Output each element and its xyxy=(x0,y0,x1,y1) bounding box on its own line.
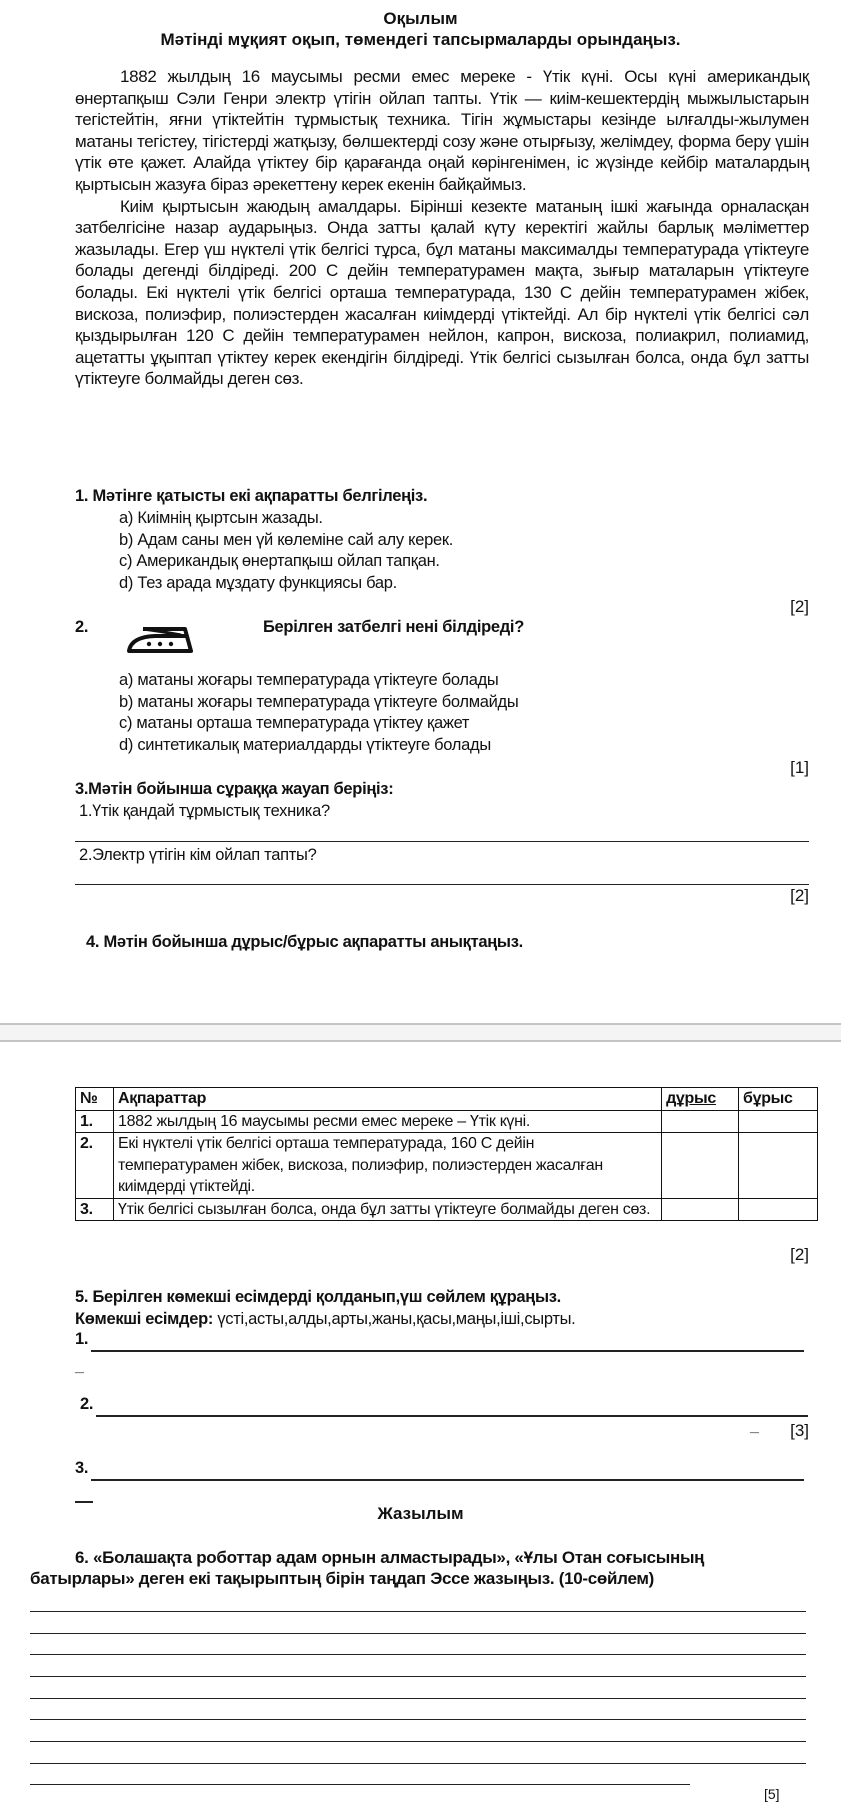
section-title-reading: Оқылым xyxy=(383,9,458,28)
q3-answer-line-1[interactable] xyxy=(75,841,809,842)
reading-paragraph-1: 1882 жылдың 16 маусымы ресми емес мереке - Үтік күні. Осы күні американдық өнертапқыш Сэли Генри электр үтігін ойлап тапты. Үтік — киім-кешектердің мыжылыстарын тегістейтін, яғни үтіктейтін тұрмыстық техника. Тігін жұмыстары кезінде ылғалды-жылумен матаны тегістеу, тігістерді жатқызу, бөлшектерді созу және отырғызу, желімдеу, форма беру үшін үтік өте қажет. Алайда үтіктеу бір қарағанда оңай көрінгенімен, іс жүзінде кейбір маталардың қыртысын жазуға біраз әрекеттену керек екенін байқаймыз. xyxy=(75,67,809,194)
row-true-cell[interactable] xyxy=(662,1198,739,1221)
q1-options xyxy=(119,508,453,594)
q5-helper-list: үсті,асты,алды,арты,жаны,қасы,маңы,іші,сырты. xyxy=(213,1310,576,1328)
row-number: 1. xyxy=(76,1110,114,1133)
q2-option-c[interactable]: c) матаны орташа температурада үтіктеу қажет xyxy=(119,714,470,732)
q5-item-3-label: 3. xyxy=(75,1459,89,1477)
row-true-cell[interactable] xyxy=(662,1133,739,1199)
row-number: 3. xyxy=(76,1198,114,1221)
q1-option-d[interactable]: d) Тез арада мұздату функциясы бар. xyxy=(119,573,397,592)
q4-title: 4. Мәтін бойынша дұрыс/бұрыс ақпаратты анықтаңыз. xyxy=(86,933,523,951)
table-header-row xyxy=(76,1088,818,1111)
row-statement: Үтік белгісі сызылған болса, онда бұл затты үтіктеуге болмайды деген сөз. xyxy=(113,1198,661,1221)
q3-marks: [2] xyxy=(790,886,809,905)
q2-marks: [1] xyxy=(790,758,809,777)
q5-answer-line-2[interactable] xyxy=(96,1415,808,1417)
q2-option-a[interactable]: a) матаны жоғары температурада үтіктеуге болады xyxy=(119,671,499,689)
q1-marks: [2] xyxy=(790,597,809,616)
reading-text xyxy=(75,66,809,390)
q2-number: 2. xyxy=(75,618,89,636)
iron-three-dots-icon xyxy=(125,625,205,653)
row-statement: Екі нүктелі үтік белгісі орташа температурада, 160 С дейін температурамен жібек, вискоза, полиэфир, полиэстерден жасалған киімдерді үтіктейді. xyxy=(113,1133,661,1199)
q2-option-d[interactable]: d) синтетикалық материалдарды үтіктеуге болады xyxy=(119,735,491,754)
q4-marks: [2] xyxy=(790,1245,809,1264)
q5-dash-1: _ xyxy=(75,1358,84,1375)
q5-dash-2: _ xyxy=(750,1418,759,1435)
essay-line[interactable] xyxy=(30,1611,806,1612)
row-number: 2. xyxy=(76,1133,114,1199)
q3-question-2: 2.Электр үтігін кім ойлап тапты? xyxy=(79,846,317,864)
q3-title: 3.Мәтін бойынша сұраққа жауап беріңіз: xyxy=(75,780,394,798)
q2-options xyxy=(119,670,518,756)
row-true-cell[interactable] xyxy=(662,1110,739,1133)
table-row xyxy=(76,1133,818,1199)
essay-line[interactable] xyxy=(30,1654,806,1655)
q5-marks: [3] xyxy=(790,1421,809,1440)
essay-line[interactable] xyxy=(30,1676,806,1677)
header-false: бұрыс xyxy=(739,1088,818,1111)
q1-title: 1. Мәтінге қатысты екі ақпаратты белгілеңіз. xyxy=(75,487,428,505)
row-false-cell[interactable] xyxy=(739,1133,818,1199)
instruction-heading: Мәтінді мұқият оқып, төмендегі тапсырмаларды орындаңыз. xyxy=(160,30,681,49)
q5-item-1-label: 1. xyxy=(75,1330,89,1348)
q1-option-c[interactable]: c) Американдық өнертапқыш ойлап тапқан. xyxy=(119,552,440,570)
q1-option-b[interactable]: b) Адам саны мен үй көлеміне сай алу керек. xyxy=(119,530,454,549)
q5-item-2-label: 2. xyxy=(80,1395,94,1413)
q6-line-1: 6. «Болашақта роботтар адам орнын алмастырады», «Ұлы Отан соғысының xyxy=(75,1548,705,1567)
row-false-cell[interactable] xyxy=(739,1110,818,1133)
table-row xyxy=(76,1110,818,1133)
table-row xyxy=(76,1198,818,1221)
q3-answer-line-2[interactable] xyxy=(75,884,809,885)
essay-line[interactable] xyxy=(30,1763,806,1764)
header-number: № xyxy=(76,1088,114,1111)
q5-dash-3 xyxy=(75,1501,93,1503)
q5-helper-label: Көмекші есімдер: xyxy=(75,1310,214,1328)
essay-line[interactable] xyxy=(30,1698,806,1699)
q2-title: Берілген затбелгі нені білдіреді? xyxy=(263,618,524,636)
true-false-table xyxy=(75,1087,818,1221)
row-false-cell[interactable] xyxy=(739,1198,818,1221)
q5-helper-words xyxy=(75,1309,575,1331)
q6-line-2: батырлары» деген екі тақырыптың бірін таңдап Эссе жазыңыз. (10-сөйлем) xyxy=(30,1569,655,1588)
reading-paragraph-2: Киім қыртысын жаюдың амалдары. Бірінші кезекте матаның ішкі жағында орналасқан затбелгісіне назар аударыңыз. Онда затты қалай күту керектігі жайлы барлық мәліметтер жазылады. Егер үш нүктелі үтік белгісі тұрса, бұл матаны максималды температурада үтіктеуге болады дегенді білдіреді. 200 С дейін температурамен мақта, зығыр маталарын үтіктеуге болады. Екі нүктелі үтік белгісі орташа температурада, 130 С дейін температурамен жібек, вискоза, полиэфир, полиэстерден жасалған киімдерді үтіктейді. Ал бір нүктелі үтік белгісі сәл қыздырылған 120 С дейін температурамен нейлон, капрон, вискоза, полиакрил, полиамид, ацетатты ұқыптап үтіктеу керек екендігін білдіреді. Үтік белгісі сызылған болса, онда бұл затты үтіктеуге болмайды деген сөз. xyxy=(75,196,809,389)
q2-option-b[interactable]: b) матаны жоғары температурада үтіктеуге болмайды xyxy=(119,692,519,711)
q5-answer-line-3[interactable] xyxy=(91,1479,804,1481)
essay-line[interactable] xyxy=(30,1633,806,1634)
header-statements: Ақпараттар xyxy=(113,1088,661,1111)
q5-answer-line-1[interactable] xyxy=(91,1350,804,1352)
essay-line[interactable] xyxy=(30,1741,806,1742)
q3-question-1: 1.Үтік қандай тұрмыстық техника? xyxy=(79,802,330,820)
header-true: дұрыс xyxy=(662,1088,739,1111)
q6-marks: [5] xyxy=(764,1786,780,1802)
section-title-writing: Жазылым xyxy=(377,1504,464,1523)
essay-line[interactable] xyxy=(30,1784,690,1785)
q1-option-a[interactable]: a) Киімнің қыртсын жазады. xyxy=(119,509,323,527)
row-statement: 1882 жылдың 16 маусымы ресми емес мереке – Үтік күні. xyxy=(113,1110,661,1133)
page-separator xyxy=(0,1023,841,1042)
q5-title: 5. Берілген көмекші есімдерді қолданып,үш сөйлем құраңыз. xyxy=(75,1288,561,1306)
essay-line[interactable] xyxy=(30,1719,806,1720)
